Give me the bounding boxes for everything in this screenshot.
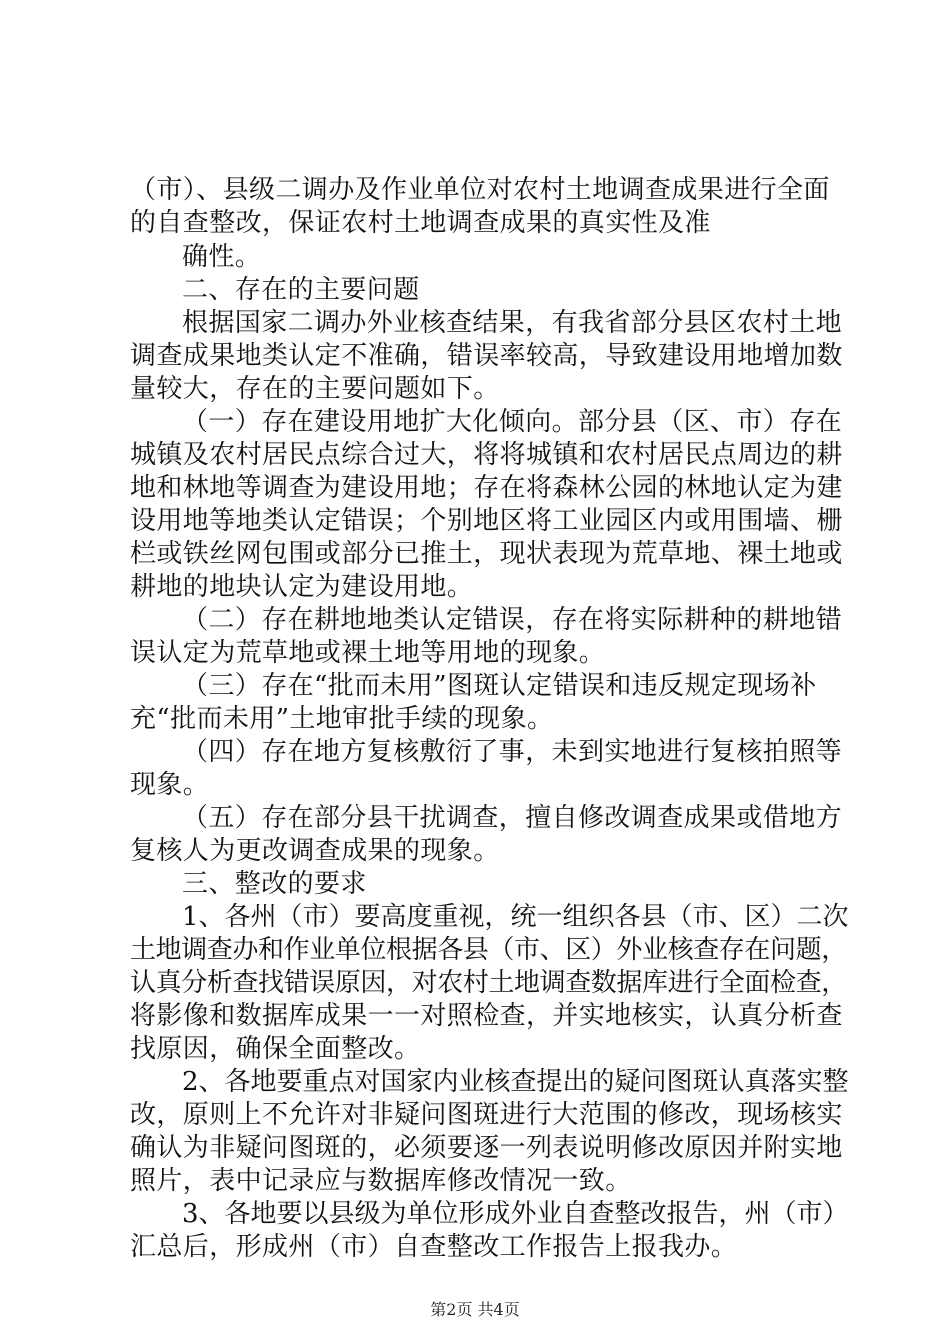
text-line: 地和林地等调查为建设用地；存在将森林公园的林地认定为建 bbox=[130, 473, 843, 503]
text-line: （五）存在部分县干扰调查，擅自修改调查成果或借地方 bbox=[182, 803, 843, 833]
text-line: 现象。 bbox=[130, 770, 210, 800]
text-line: 照片，表中记录应与数据库修改情况一致。 bbox=[130, 1166, 632, 1196]
text-line: 复核人为更改调查成果的现象。 bbox=[130, 836, 500, 866]
text-line: 栏或铁丝网包围或部分已推土，现状表现为荒草地、裸土地或 bbox=[130, 539, 843, 569]
text-line: （市）、县级二调办及作业单位对农村土地调查成果进行全面 bbox=[130, 175, 830, 205]
text-line: 将影像和数据库成果一一对照检查，并实地核实，认真分析查 bbox=[130, 1001, 843, 1031]
section-heading: 二、存在的主要问题 bbox=[182, 275, 420, 305]
text-line: 设用地等地类认定错误；个别地区将工业园区内或用围墙、栅 bbox=[130, 506, 843, 536]
text-line: 汇总后，形成州（市）自查整改工作报告上报我办。 bbox=[130, 1232, 738, 1262]
text-line: 调查成果地类认定不准确，错误率较高，导致建设用地增加数 bbox=[130, 341, 843, 371]
text-line: 确性。 bbox=[182, 242, 262, 272]
text-line: 2、各地要重点对国家内业核查提出的疑问图斑认真落实整 bbox=[182, 1067, 849, 1097]
text-line: 的自查整改，保证农村土地调查成果的真实性及准 bbox=[130, 208, 711, 238]
text-line: （一）存在建设用地扩大化倾向。部分县（区、市）存在 bbox=[182, 407, 843, 437]
text-line: （二）存在耕地地类认定错误，存在将实际耕种的耕地错 bbox=[182, 605, 843, 635]
text-line: 误认定为荒草地或裸土地等用地的现象。 bbox=[130, 638, 606, 668]
page-number-footer: 第2页 共4页 bbox=[430, 1300, 520, 1319]
text-line: 充“批而未用”土地审批手续的现象。 bbox=[130, 704, 554, 734]
text-line: 3、各地要以县级为单位形成外业自查整改报告，州（市） bbox=[182, 1199, 849, 1229]
text-line: 土地调查办和作业单位根据各县（市、区）外业核查存在问题， bbox=[130, 935, 847, 965]
text-line: 找原因，确保全面整改。 bbox=[130, 1034, 421, 1064]
text-line: 城镇及农村居民点综合过大，将将城镇和农村居民点周边的耕 bbox=[130, 440, 843, 470]
text-line: 改，原则上不允许对非疑问图斑进行大范围的修改，现场核实 bbox=[130, 1100, 843, 1130]
section-heading: 三、整改的要求 bbox=[182, 869, 367, 899]
text-line: （四）存在地方复核敷衍了事，未到实地进行复核拍照等 bbox=[182, 737, 843, 767]
text-line: 1、各州（市）要高度重视，统一组织各县（市、区）二次 bbox=[182, 902, 849, 932]
text-line: 量较大，存在的主要问题如下。 bbox=[130, 374, 500, 404]
text-line: （三）存在“批而未用”图斑认定错误和违反规定现场补 bbox=[182, 671, 817, 701]
text-line: 根据国家二调办外业核查结果，有我省部分县区农村土地 bbox=[182, 308, 843, 338]
text-line: 认真分析查找错误原因，对农村土地调查数据库进行全面检查， bbox=[130, 968, 847, 998]
text-line: 确认为非疑问图斑的，必须要逐一列表说明修改原因并附实地 bbox=[130, 1133, 843, 1163]
text-line: 耕地的地块认定为建设用地。 bbox=[130, 572, 474, 602]
